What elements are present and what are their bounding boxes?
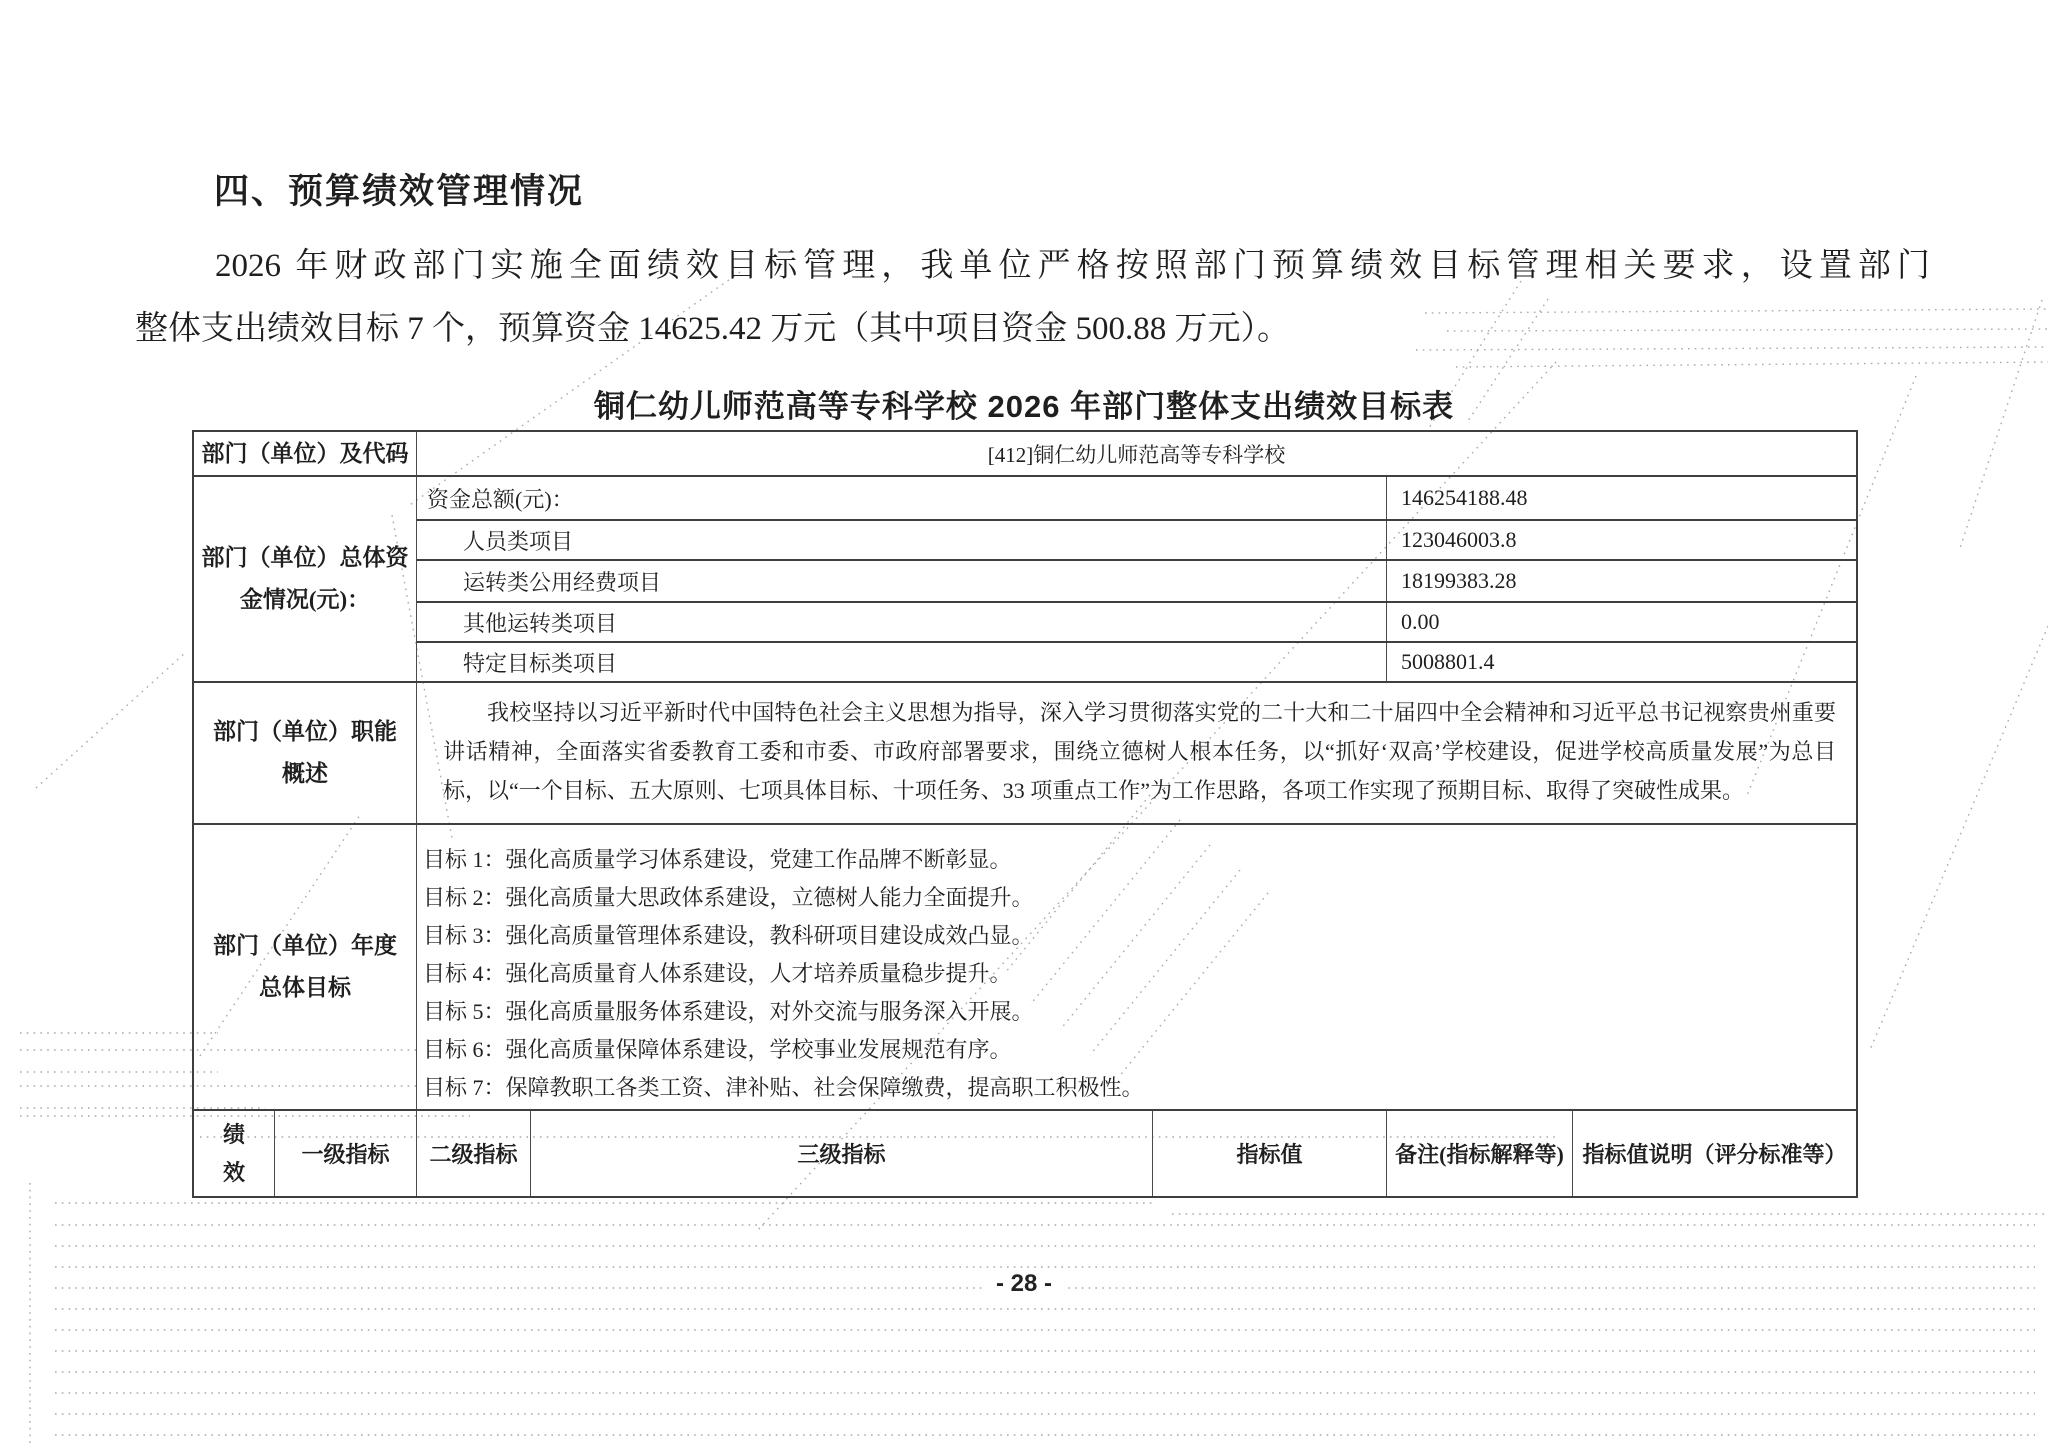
table-row-indicator-header xyxy=(194,1109,1856,1196)
section-heading: 四、预算绩效管理情况 xyxy=(214,172,585,211)
fund-row-other xyxy=(417,601,1856,641)
funds-header-line2: 金情况(元)： xyxy=(239,587,371,612)
header-note: 备注(指标解释等) xyxy=(1386,1111,1572,1196)
funds-rows xyxy=(416,477,1856,681)
header-indicator-value: 指标值 xyxy=(1152,1111,1386,1196)
fund-value: 18199383.28 xyxy=(1386,561,1856,601)
duty-label xyxy=(194,683,416,823)
header-perf xyxy=(194,1111,274,1196)
fund-row-total xyxy=(417,477,1856,519)
performance-target-table xyxy=(192,430,1858,1198)
table-row-duty xyxy=(194,681,1856,823)
header-level1-indicator: 一级指标 xyxy=(274,1111,416,1196)
annual-label-line2: 总体目标 xyxy=(259,975,351,1000)
table-row-annual-goals xyxy=(194,823,1856,1109)
goal-item: 目标 2：强化高质量大思政体系建设，立德树人能力全面提升。 xyxy=(423,885,1034,910)
fund-value: 146254188.48 xyxy=(1386,477,1856,519)
duty-text: 我校坚持以习近平新时代中国特色社会主义思想为指导，深入学习贯彻落实党的二十大和二十届四中全会精神和习近平总书记视察贵州重要讲话精神，全面落实省委教育工委和市委、市政府部署要求，围绕立德树人根本任务，以“抓好‘双高’学校建设，促进学校高质量发展”为总目标，以“一个目标、五大原则、七项具体目标、十项任务、33 项重点工作”为工作思路，各项工作实现了预期目标、取得了突破性成果。 xyxy=(416,683,1856,823)
dept-code-label: 部门（单位）及代码 xyxy=(201,440,409,466)
table-caption: 铜仁幼儿师范高等专科学校 2026 年部门整体支出绩效目标表 xyxy=(593,389,1455,424)
header-level2-indicator: 二级指标 xyxy=(416,1111,530,1196)
header-value-description: 指标值说明（评分标准等） xyxy=(1572,1111,1856,1196)
page-number: - 28 - xyxy=(982,1270,1066,1298)
goal-item: 目标 4：强化高质量育人体系建设，人才培养质量稳步提升。 xyxy=(423,961,1012,986)
fund-row-personnel xyxy=(417,519,1856,559)
fund-value: 123046003.8 xyxy=(1386,521,1856,559)
intro-paragraph-line2: 整体支出绩效目标 7 个，预算资金 14625.42 万元（其中项目资金 500.88 万元）。 xyxy=(135,311,1290,347)
intro-paragraph-line1: 2026 年财政部门实施全面绩效目标管理，我单位严格按照部门预算绩效目标管理相关要求，设置部门 xyxy=(215,248,1930,284)
goal-item: 目标 5：强化高质量服务体系建设，对外交流与服务深入开展。 xyxy=(423,999,1034,1024)
table-row-funds xyxy=(194,475,1856,681)
page-number-row xyxy=(0,1270,2048,1298)
fund-label: 资金总额(元)： xyxy=(427,486,574,512)
annual-label-line1: 部门（单位）年度 xyxy=(213,933,397,958)
fund-label: 其他运转类项目 xyxy=(463,610,618,636)
fund-label: 运转类公用经费项目 xyxy=(463,569,662,595)
table-row-dept-code xyxy=(194,432,1856,475)
fund-row-specific xyxy=(417,641,1856,681)
header-perf-line1: 绩 xyxy=(222,1121,245,1147)
duty-label-line1: 部门（单位）职能 xyxy=(213,719,397,744)
fund-label: 特定目标类项目 xyxy=(463,650,618,676)
fund-value: 5008801.4 xyxy=(1386,643,1856,681)
annual-goals-label xyxy=(194,825,416,1109)
fund-value: 0.00 xyxy=(1386,603,1856,641)
goal-item: 目标 7：保障教职工各类工资、津补贴、社会保障缴费，提高职工积极性。 xyxy=(423,1075,1144,1100)
fund-label: 人员类项目 xyxy=(463,528,574,554)
goal-item: 目标 1：强化高质量学习体系建设，党建工作品牌不断彰显。 xyxy=(423,847,1012,872)
header-perf-line2: 效 xyxy=(222,1159,245,1185)
goal-item: 目标 6：强化高质量保障体系建设，学校事业发展规范有序。 xyxy=(423,1037,1012,1062)
annual-goals-list xyxy=(416,825,1856,1109)
funds-header-label xyxy=(194,477,416,681)
duty-label-line2: 概述 xyxy=(282,761,328,786)
header-level3-indicator: 三级指标 xyxy=(530,1111,1152,1196)
fund-row-operating xyxy=(417,559,1856,601)
funds-header-line1: 部门（单位）总体资 xyxy=(201,545,409,570)
goal-item: 目标 3：强化高质量管理体系建设，教科研项目建设成效凸显。 xyxy=(423,923,1034,948)
dept-code-value: [412]铜仁幼儿师范高等专科学校 xyxy=(416,432,1856,475)
